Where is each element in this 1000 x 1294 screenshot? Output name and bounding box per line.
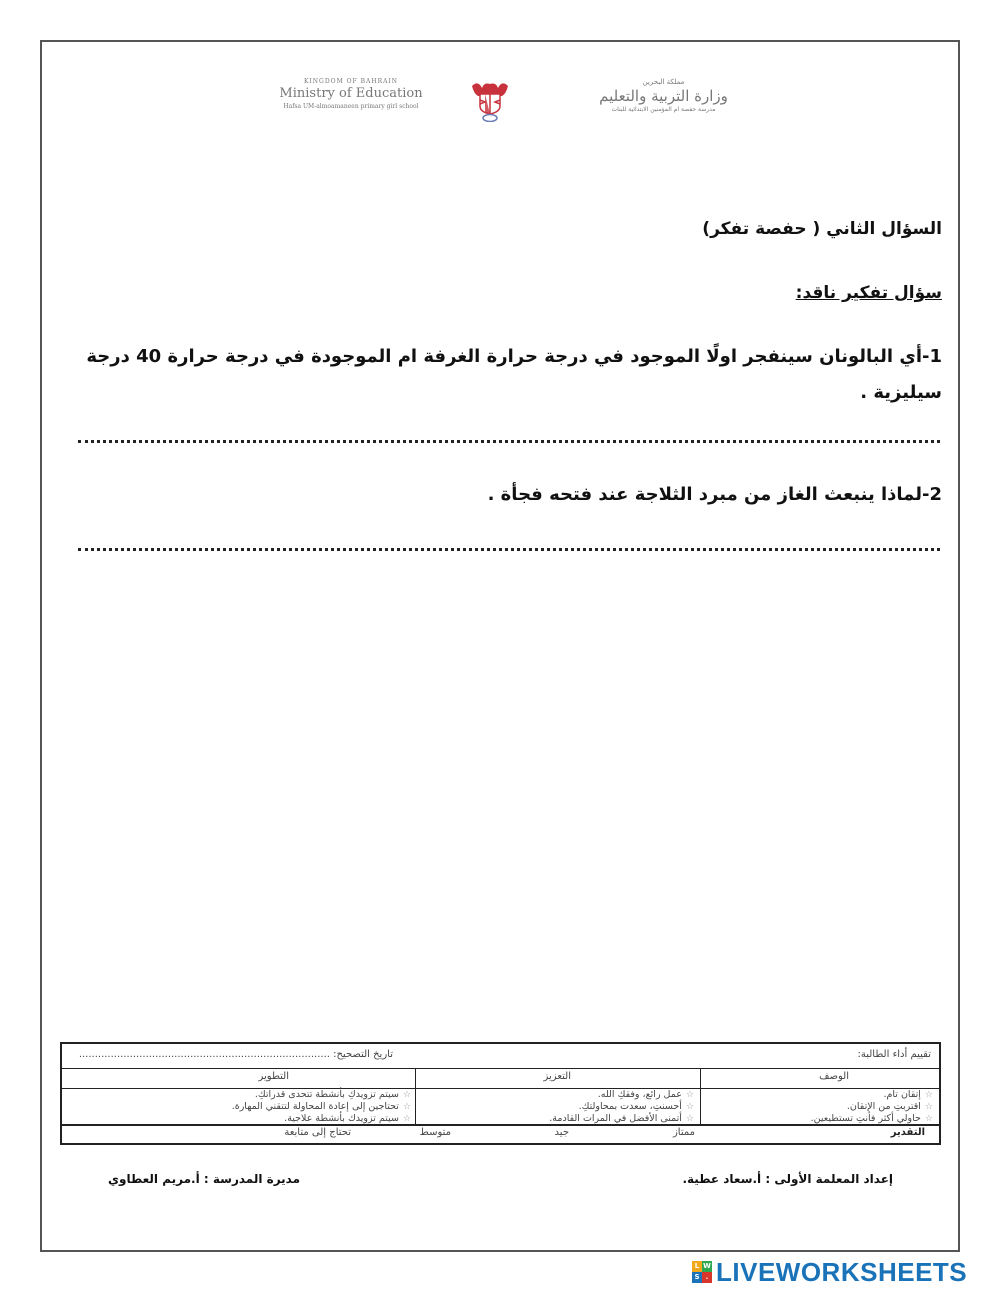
reinforcement-list [549, 1089, 694, 1125]
teacher-signature: إعداد المعلمة الأولى : أ.سعاد عطية. [682, 1172, 893, 1186]
question-subtitle: سؤال تفكير ناقد: [795, 283, 942, 303]
grade-average[interactable]: متوسط [419, 1127, 451, 1138]
col-development: التطوير [258, 1071, 289, 1082]
grade-needs-followup[interactable]: تحتاج إلى متابعة [284, 1127, 351, 1138]
list-item: ☆إتقان تام. [883, 1089, 933, 1100]
list-item: ☆سيتم تزويدك بأنشطة علاجية. [284, 1113, 411, 1124]
star-icon: ☆ [685, 1114, 694, 1124]
list-item: ☆عمل رائع، وفقكِ الله. [597, 1089, 694, 1100]
english-header [236, 78, 466, 111]
col-description: الوصف [819, 1071, 849, 1082]
description-list [811, 1089, 933, 1125]
liveworksheets-brand [692, 1257, 967, 1287]
star-icon: ☆ [402, 1114, 411, 1124]
correction-date: تاريخ التصحيح: ............................................................................... [78, 1049, 393, 1060]
development-list [232, 1089, 411, 1125]
answer-line-1[interactable] [78, 440, 940, 443]
grade-excellent[interactable]: ممتاز [672, 1127, 695, 1138]
eval-title-row [62, 1044, 939, 1069]
brand-name: LIVEWORKSHEETS [716, 1256, 968, 1287]
star-icon: ☆ [402, 1090, 411, 1100]
grade-row [62, 1124, 939, 1143]
evaluation-table [60, 1042, 941, 1145]
liveworksheets-logo-icon: L W S . [692, 1261, 712, 1283]
eval-title: تقييم أداء الطالبة: [857, 1049, 931, 1060]
list-item: ☆تحتاجين إلى إعادة المحاولة لتتقني المهارة. [231, 1101, 411, 1112]
list-item: ☆سيتم تزويدكِ بأنشطة تتحدى قدراتكِ. [254, 1089, 411, 1100]
question-2: 2-لماذا ينبعث الغاز من مبرد الثلاجة عند فتحه فجأة . [487, 484, 942, 505]
list-item: ☆أتمنى الأفضل في المرات القادمة. [549, 1113, 694, 1124]
en-ministry: Ministry of Education [279, 86, 423, 101]
ar-school: مدرسة حفصة ام المؤمنين الابتدائية للبنات [611, 106, 716, 113]
answer-line-2[interactable] [78, 548, 940, 551]
star-icon: ☆ [924, 1114, 933, 1124]
star-icon: ☆ [402, 1102, 411, 1112]
star-icon: ☆ [685, 1090, 694, 1100]
ar-ministry: وزارة التربية والتعليم [599, 87, 728, 105]
bahrain-crest-icon [468, 78, 512, 122]
star-icon: ☆ [685, 1102, 694, 1112]
eval-header-row [62, 1068, 939, 1089]
eval-items-row [62, 1088, 939, 1126]
list-item: ☆أحسنتِ، سعدت بمحاولتكِ. [578, 1101, 694, 1112]
star-icon: ☆ [924, 1102, 933, 1112]
en-school: Hafsa UM-almoamaneen primary girl school [283, 103, 419, 110]
list-item: ☆اقتربتِ من الإتقان. [846, 1101, 933, 1112]
en-kingdom: KINGDOM OF BAHRAIN [303, 78, 399, 85]
school-header [236, 78, 781, 122]
question-1: 1-أي البالونان سينفجر اولًا الموجود في درجة حرارة الغرفة ام الموجودة في درجة حرارة 40 درجة سيليزية . [86, 346, 942, 403]
arabic-header [546, 78, 781, 114]
col-reinforcement: التعزيز [543, 1071, 571, 1082]
ar-kingdom: مملكة البحرين [642, 78, 685, 86]
grade-label: التقدير [890, 1127, 925, 1138]
question-title: السؤال الثاني ( حفصة تفكر) [702, 219, 942, 239]
grade-good[interactable]: جيد [554, 1127, 569, 1138]
list-item: ☆حاولي أكثر فأنتِ تستطيعين. [810, 1113, 933, 1124]
principal-signature: مديرة المدرسة : أ.مريم العطاوي [108, 1172, 301, 1186]
star-icon: ☆ [924, 1090, 933, 1100]
